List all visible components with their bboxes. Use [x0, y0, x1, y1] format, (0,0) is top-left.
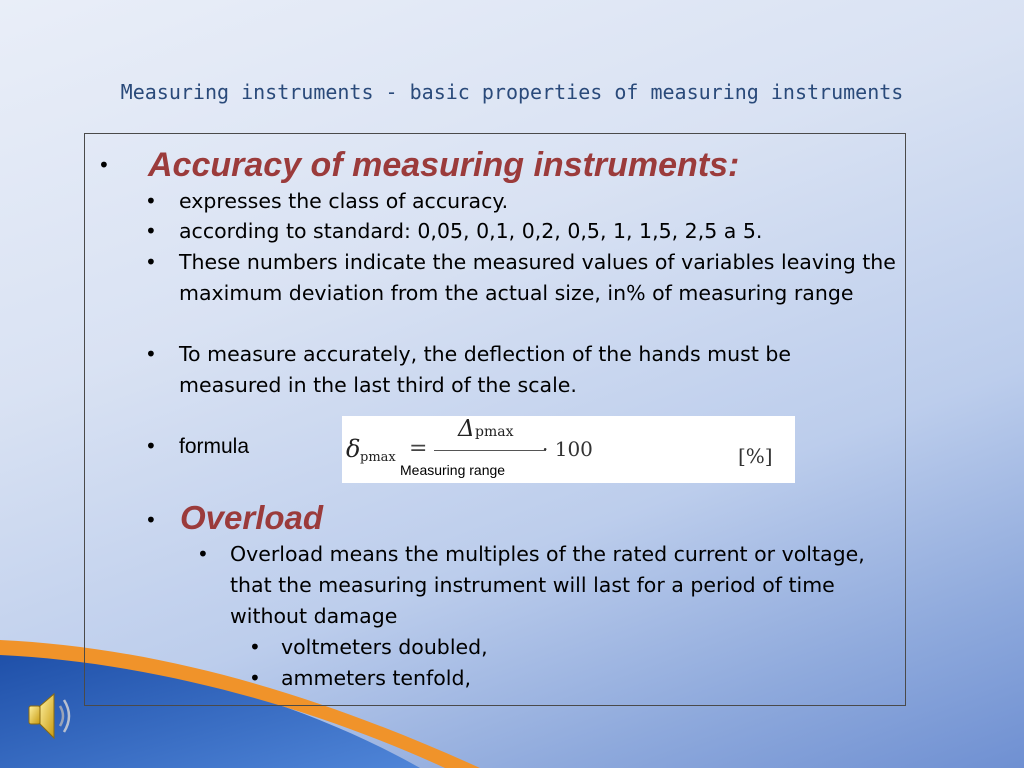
accuracy-item: These numbers indicate the measured values of variables leaving the maximum deviation from the actual size, in% of measuring range: [179, 250, 896, 305]
formula-label: formula: [179, 435, 250, 458]
formula-lhs-sub: pmax: [360, 450, 396, 465]
bullet-dot: •: [145, 189, 157, 213]
formula-equals: =: [409, 436, 428, 461]
formula-times: · 100: [542, 437, 593, 461]
formula-numerator-sub: pmax: [475, 424, 514, 440]
formula-unit: [%]: [738, 444, 773, 468]
bullet-dot: •: [249, 635, 261, 659]
slide-title: Measuring instruments - basic properties of measuring instruments: [120, 80, 904, 104]
fraction-bar: [434, 450, 546, 451]
overload-item: voltmeters doubled,: [281, 635, 488, 659]
speaker-icon[interactable]: [26, 688, 76, 744]
accuracy-item: according to standard: 0,05, 0,1, 0,2, 0,5, 1, 1,5, 2,5 a 5.: [179, 219, 763, 243]
bullet-dot: •: [145, 434, 157, 458]
overload-heading: Overload: [180, 499, 324, 536]
overload-item: ammeters tenfold,: [281, 666, 472, 690]
formula-lhs: δ: [346, 435, 361, 463]
bullet-dot: •: [197, 542, 209, 566]
bullet-dot: •: [145, 342, 157, 366]
bullet-dot: •: [145, 219, 157, 243]
bullet-dot: •: [145, 250, 157, 274]
formula-denominator: Measuring range: [400, 462, 506, 478]
bullet-dot: •: [145, 508, 157, 532]
overload-text: Overload means the multiples of the rated current or voltage, that the measuring instrument will last for a period of time without damage: [230, 542, 865, 628]
accuracy-item: To measure accurately, the deflection of the hands must be measured in the last third of the scale.: [179, 342, 791, 397]
formula-numerator: Δ: [458, 416, 475, 442]
accuracy-item: expresses the class of accuracy.: [179, 189, 509, 213]
bullet-dot: •: [249, 666, 261, 690]
formula-image: [342, 416, 795, 483]
bullet-dot: •: [98, 153, 110, 177]
accuracy-heading: Accuracy of measuring instruments:: [148, 146, 740, 184]
